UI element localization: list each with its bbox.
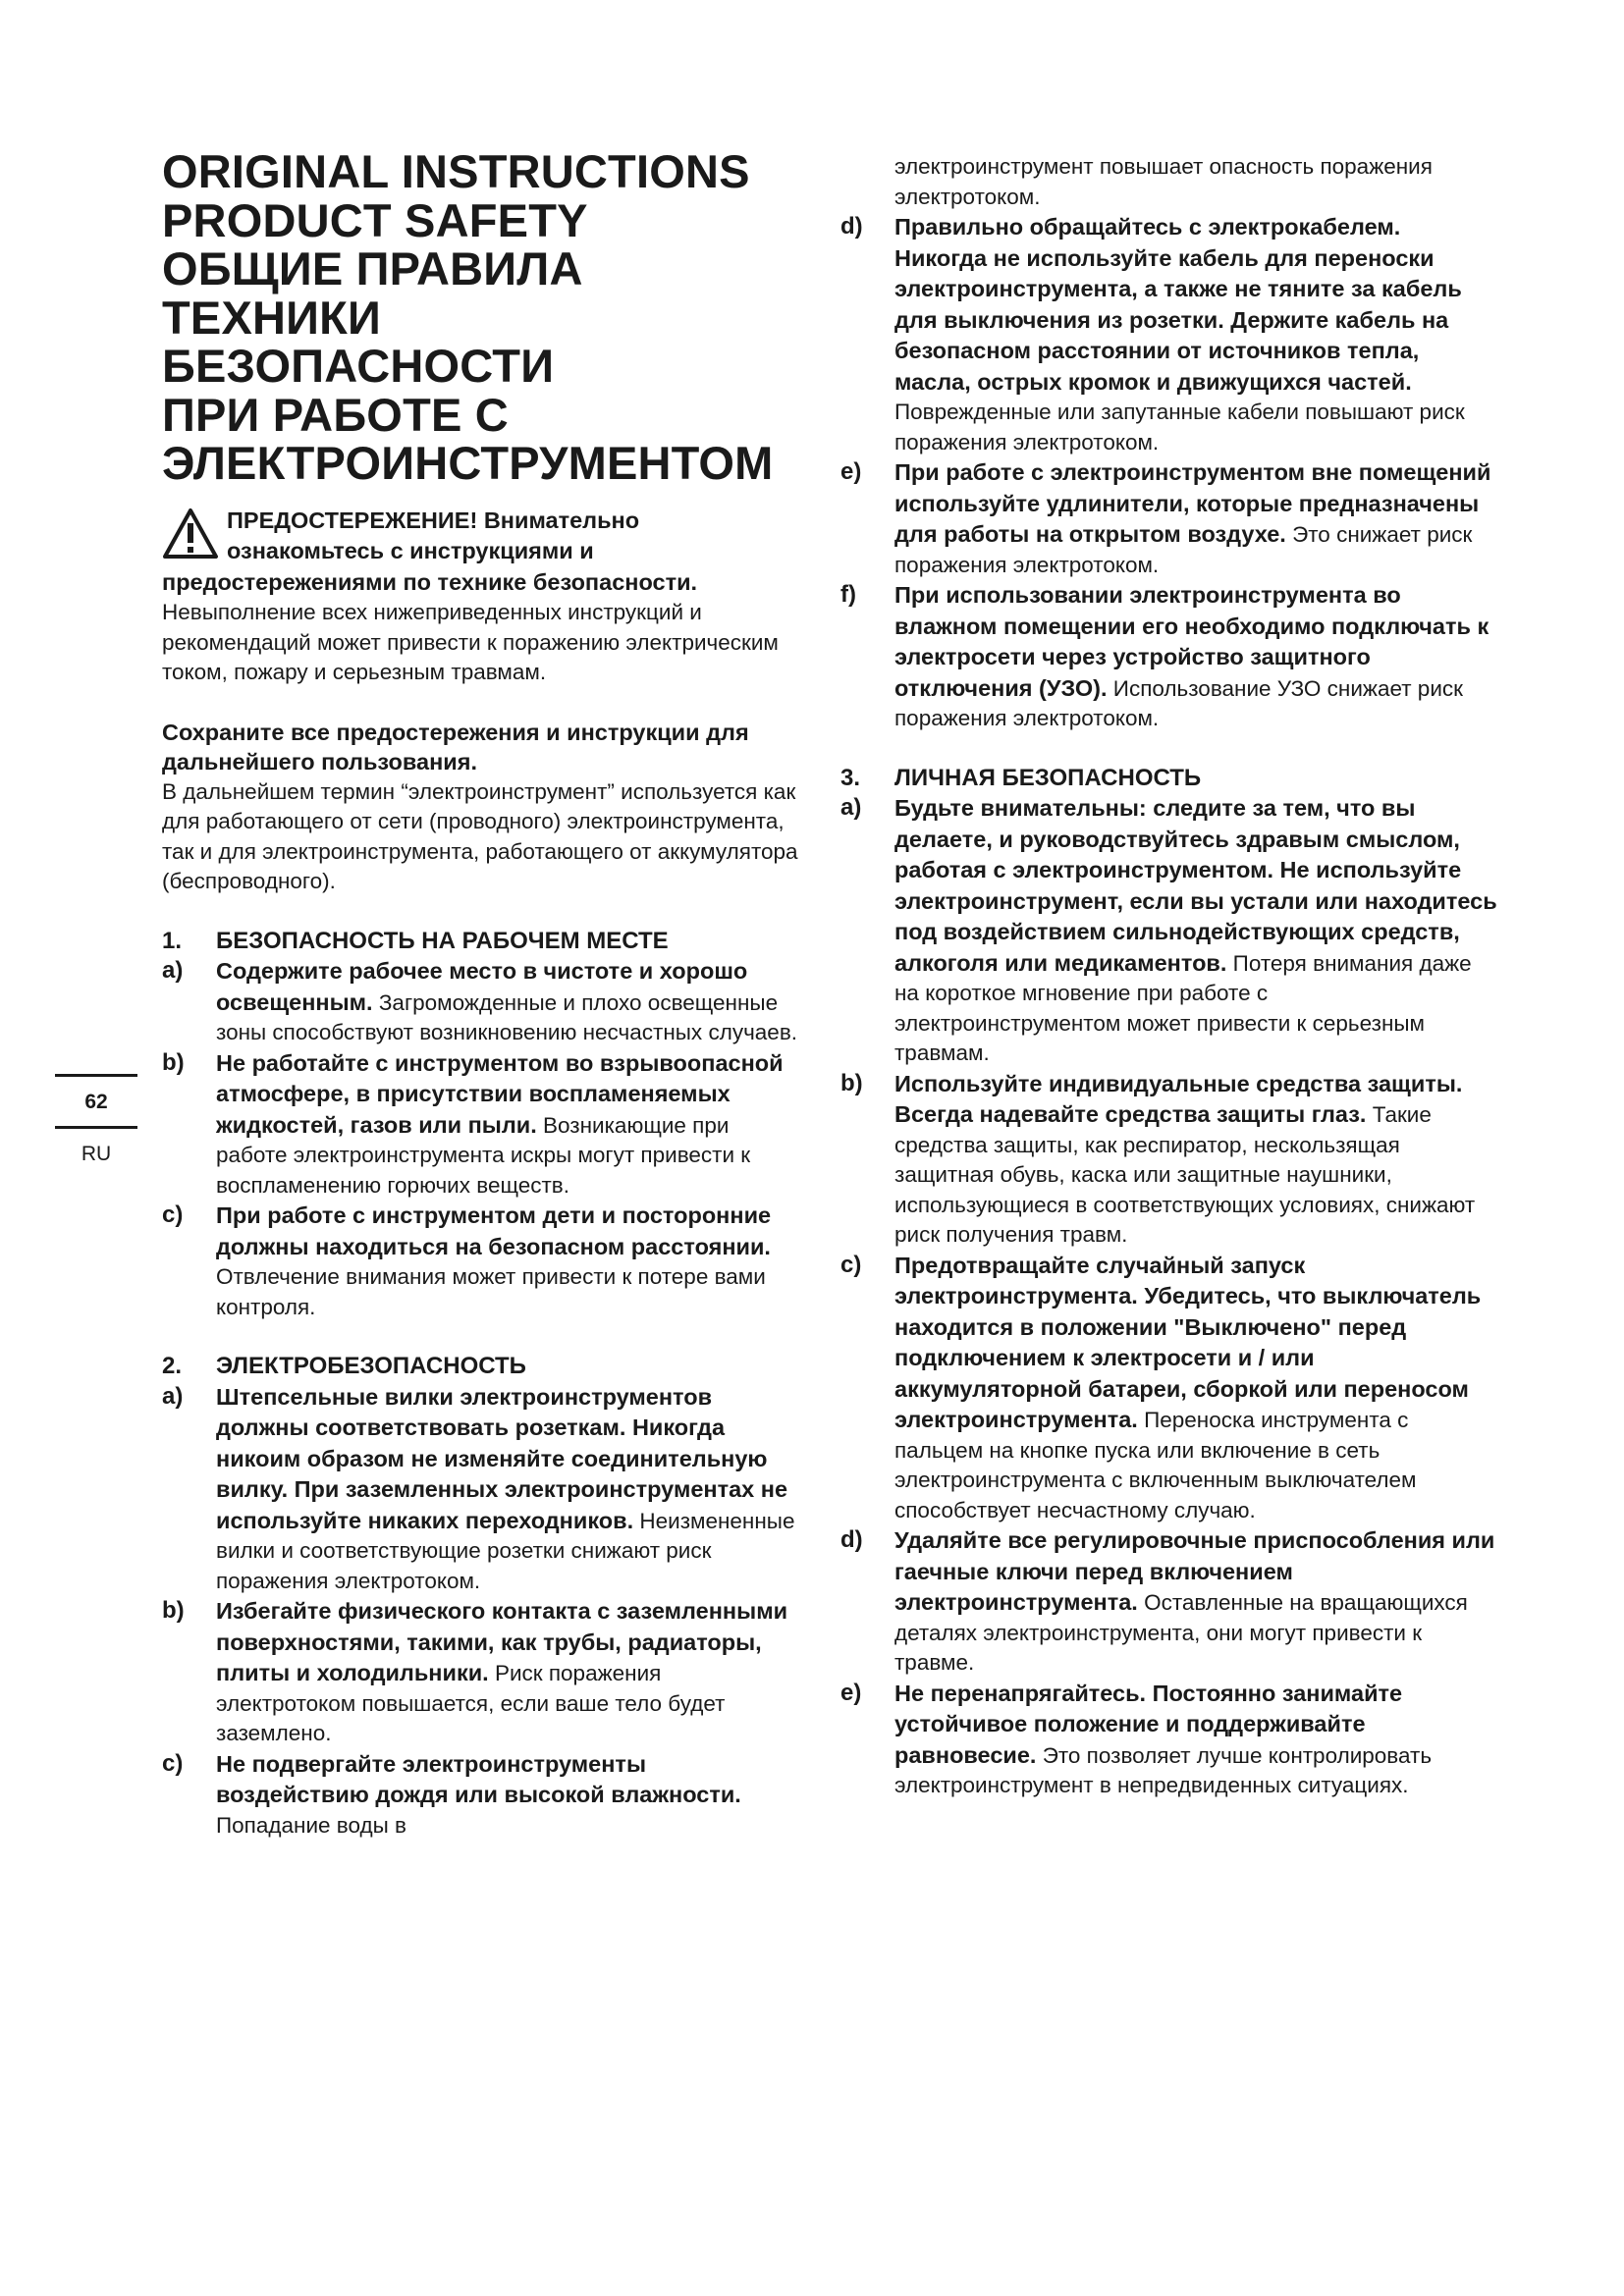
item-text: Использование УЗО снижает риск поражения электротоком. [894,675,1463,730]
list-item [840,1679,1498,1801]
item-label: d) [840,213,863,240]
item-bold: При работе с инструментом дети и посторонние должны находиться на безопасном расстоянии. [216,1202,772,1259]
item-text: Поврежденные или запутанные кабели повышают риск поражения электротоком. [894,400,1465,454]
item-label: e) [840,458,862,485]
left-column [162,147,800,1841]
title-line: ЭЛЕКТРОИНСТРУМЕНТОМ [162,437,774,489]
list-item [162,1048,800,1201]
continued-text: электроинструмент повышает опасность поражения электротоком. [894,154,1433,209]
item-bold: Содержите рабочее место в чистоте и хорошо освещенным. [216,958,748,1015]
item-bold: Правильно обращайтесь с электрокабелем. Никогда не используйте кабель для переноски электроинструмента, а также не тяните за кабель для выключения из розетки. Держите кабель на безопасном расстоянии от источников тепла, масла, острых кромок и движущихся частей. [894,214,1462,395]
list-item [840,457,1498,580]
language-code: RU [81,1143,112,1165]
keep-instructions-block [162,718,800,897]
item-text: Переноска инструмента с пальцем на кнопке пуска или включение в сеть электроинструмента с включенным выключателем способствует несчастному случаю. [894,1408,1417,1522]
page-marker [55,1074,137,1166]
title-line: БЕЗОПАСНОСТИ [162,340,555,392]
item-text: Возникающие при работе электроинструмента искры могут привести к воспламенению горючих веществ. [216,1112,751,1198]
item-text: Такие средства защиты, как респиратор, нескользящая защитная обувь, каска или защитные наушники, использующиеся в соответствующих условиях, снижают риск получения травм. [894,1102,1476,1247]
item-label: f) [840,581,856,608]
section-title: ЭЛЕКТРОБЕЗОПАСНОСТЬ [216,1353,526,1379]
title-line: ОБЩИЕ ПРАВИЛА [162,242,583,294]
item-label: c) [162,1749,184,1777]
keep-text: В дальнейшем термин “электроинструмент” используется как для работающего от сети (проводного) электроинструмента, так и для электроинструмента, работающего от аккумулятора (беспроводного). [162,778,798,893]
item-text: Отвлечение внимания может привести к потере вами контроля. [216,1264,766,1319]
list-item [162,1596,800,1749]
list-item [840,212,1498,457]
page-number: 62 [84,1091,108,1113]
item-bold: Будьте внимательны: следите за тем, что вы делаете, и руководствуйтесь здравым смыслом, работая с электроинструментом. Не используйте электроинструмент, если вы устали или находитесь под воздействием сильнодействующих средств, алкоголя или медикаментов. [894,795,1497,976]
item-label: a) [840,794,862,821]
section-number: 2. [162,1353,183,1379]
title-line: ПРИ РАБОТЕ С [162,388,509,441]
section-heading [162,1352,800,1382]
item-label: c) [162,1201,184,1228]
item-bold: При работе с электроинструментом вне помещений используйте удлинители, которые предназначены для работы на открытом воздухе. [894,459,1491,547]
item-text: Это позволяет лучше контролировать электроинструмент в непредвиденных ситуациях. [894,1742,1433,1797]
section-title: БЕЗОПАСНОСТЬ НА РАБОЧЕМ МЕСТЕ [216,927,669,954]
item-bold: Не работайте с инструментом во взрывоопасной атмосфере, в присутствии воспламеняемых жидкостей, газов или пыли. [216,1049,784,1138]
item-bold: При использовании электроинструмента во влажном помещении его необходимо подключать к электросети через устройство защитного отключения (УЗО). [894,582,1489,701]
item-text: Загроможденные и плохо освещенные зоны способствуют возникновению несчастных случаев. [216,989,798,1044]
list-item [840,1525,1498,1679]
item-label: b) [162,1597,185,1624]
warning-text: Невыполнение всех нижеприведенных инструкций и рекомендаций может привести к поражению электрическим током, пожару и серьезным травмам. [162,600,779,684]
title-line: ORIGINAL INSTRUCTIONS [162,145,750,197]
item-text: Оставленные на вращающихся деталях электроинструмента, они могут привести к травме. [894,1590,1468,1675]
list-item [840,1251,1498,1526]
item-text: Риск поражения электротоком повышается, если ваше тело будет заземлено. [216,1661,726,1745]
list-item [162,1382,800,1597]
section-title: ЛИЧНАЯ БЕЗОПАСНОСТЬ [894,764,1202,791]
item-label: a) [162,957,184,984]
item-label: e) [840,1679,862,1706]
item-bold: Используйте индивидуальные средства защиты. Всегда надевайте средства защиты глаз. [894,1070,1463,1127]
page-title [162,147,800,488]
list-item [162,1749,800,1842]
title-line: PRODUCT SAFETY [162,193,588,246]
warning-heading: ПРЕДОСТЕРЕЖЕНИЕ! Внимательно ознакомьтесь с инструкциями и предостережениями по технике безопасности. [162,507,698,595]
section-heading [162,927,800,957]
item-text: Это снижает риск поражения электротоком. [894,522,1473,577]
item-bold: Штепсельные вилки электроинструментов должны соответствовать розеткам. Никогда никоим образом не изменяйте соединительную вилку. При заземленных электроинструментах не используйте никаких переходников. [216,1383,788,1533]
item-text: Потеря внимания даже на короткое мгновение при работе с электроинструментом может привести к серьезным травмам. [894,950,1472,1065]
list-item [162,956,800,1048]
warning-triangle-icon [162,507,219,561]
section-heading [840,764,1498,794]
item-label: b) [162,1048,185,1076]
list-item [840,580,1498,734]
item-bold: Удаляйте все регулировочные приспособления или гаечные ключи перед включением электроинструмента. [894,1527,1495,1615]
item-text: Неизмененные вилки и соответствующие розетки снижают риск поражения электротоком. [216,1508,795,1593]
item-bold: Избегайте физического контакта с заземленными поверхностями, такими, как трубы, радиаторы, плиты и холодильники. [216,1598,788,1685]
item-bold: Не подвергайте электроинструменты воздействию дождя или высокой влажности. [216,1750,741,1807]
item-label: a) [162,1382,184,1410]
item-label: c) [840,1251,862,1278]
warning-block [162,506,800,688]
list-item [840,1069,1498,1251]
list-item [162,1201,800,1322]
right-column [840,152,1498,1801]
title-line: ТЕХНИКИ [162,291,381,344]
item-bold: Не перенапрягайтесь. Постоянно занимайте устойчивое положение и поддерживайте равновесие. [894,1680,1403,1768]
item-label: d) [840,1526,863,1553]
list-item [840,793,1498,1069]
item-bold: Предотвращайте случайный запуск электроинструмента. Убедитесь, что выключатель находится в положении "Выключено" перед подключением к электросети и / или аккумуляторной батареи, сборкой или переносом электроинструмента. [894,1252,1482,1432]
section-number: 3. [840,764,861,791]
keep-heading: Сохраните все предостережения и инструкции для дальнейшего пользования. [162,719,749,774]
item-text: Попадание воды в [216,1812,407,1838]
section-number: 1. [162,927,183,954]
item-label: b) [840,1069,863,1096]
